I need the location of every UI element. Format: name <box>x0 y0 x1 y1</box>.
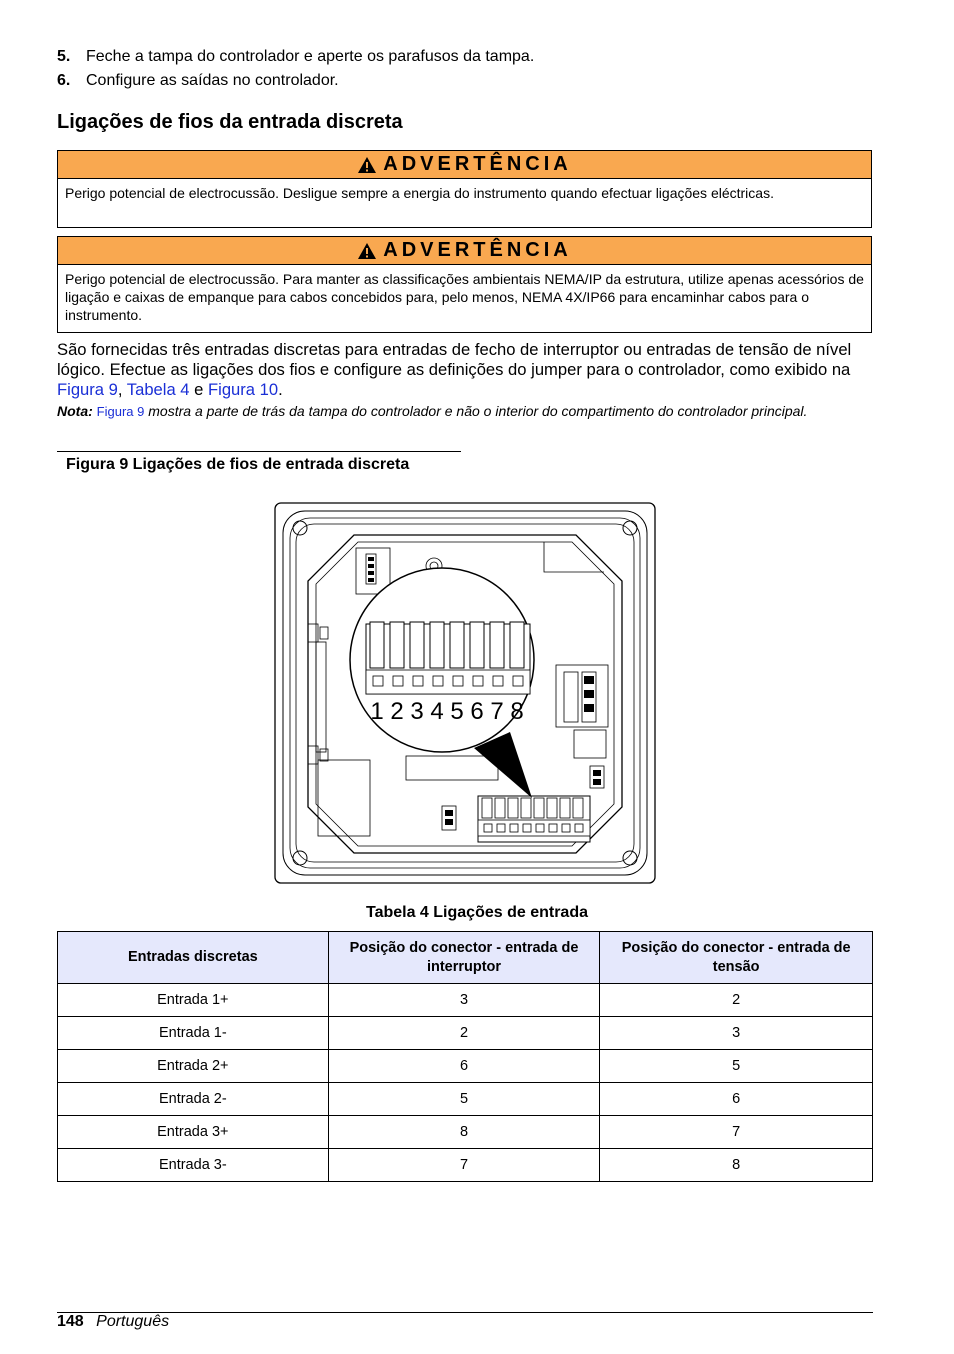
table-cell: Entrada 3+ <box>58 1116 329 1149</box>
section-title: Ligações de fios da entrada discreta <box>57 111 403 133</box>
warning-label: ADVERTÊNCIA <box>383 239 572 261</box>
table-cell: 6 <box>600 1083 873 1116</box>
table-caption: Tabela 4 Ligações de entrada <box>365 904 588 921</box>
table-cell: 5 <box>328 1083 600 1116</box>
step-number: 5. <box>57 48 71 65</box>
table-cell: Entrada 1+ <box>58 984 329 1017</box>
controller-wiring-diagram <box>274 502 657 885</box>
list-item <box>57 46 877 70</box>
figure-caption: Figura 9 Ligações de fios de entrada discreta <box>66 456 410 473</box>
note-text: mostra a parte de trás da tampa do controlador e não o interior do compartimento do controlador principal. <box>144 403 808 419</box>
terminal-number: 1 <box>370 698 384 725</box>
step-text: Feche a tampa do controlador e aperte os parafusos da tampa. <box>86 48 535 65</box>
warning-label: ADVERTÊNCIA <box>383 153 572 175</box>
table-header-row <box>58 932 873 984</box>
column-header: Entradas discretas <box>58 932 329 984</box>
warning-text: Perigo potencial de electrocussão. Desligue sempre a energia do instrumento quando efectuar ligações eléctricas. <box>65 185 774 201</box>
table-cell: 3 <box>600 1017 873 1050</box>
body-paragraph <box>57 340 877 400</box>
terminal-number: 5 <box>450 698 464 725</box>
step-text: Configure as saídas no controlador. <box>86 72 339 89</box>
page-number: 148 <box>57 1313 84 1330</box>
figure-10-link[interactable]: Figura 10 <box>208 380 279 399</box>
table-cell: 3 <box>328 984 600 1017</box>
table-cell: 7 <box>328 1149 600 1182</box>
body-text: São fornecidas três entradas discretas para entradas de fecho de interruptor ou entradas de tensão de nível lógico. Efectue as ligações dos fios e configure as definições do jumper para o controlador, como exibido na <box>57 340 852 379</box>
step-number: 6. <box>57 72 71 89</box>
column-header: Posição do conector - entrada de tensão <box>600 932 873 984</box>
warning-box <box>57 150 872 228</box>
footer-language: Português <box>96 1313 170 1330</box>
table-cell: 2 <box>328 1017 600 1050</box>
note-label: Nota: <box>57 403 93 419</box>
table-cell: 5 <box>600 1050 873 1083</box>
table-row <box>58 1050 873 1083</box>
table-cell: 6 <box>328 1050 600 1083</box>
table-row <box>58 1017 873 1050</box>
terminal-number: 7 <box>490 698 504 725</box>
table-row <box>58 1116 873 1149</box>
warning-triangle-icon <box>357 156 377 174</box>
terminal-number: 2 <box>390 698 404 725</box>
body-end: . <box>278 380 283 399</box>
table-cell: Entrada 2+ <box>58 1050 329 1083</box>
table-cell: Entrada 3- <box>58 1149 329 1182</box>
list-item <box>57 70 877 94</box>
column-header: Posição do conector - entrada de interruptor <box>328 932 600 984</box>
table-cell: 7 <box>600 1116 873 1149</box>
table-row <box>58 1149 873 1182</box>
warning-header <box>58 151 871 179</box>
page-footer <box>57 1313 169 1331</box>
warning-triangle-icon <box>357 242 377 260</box>
terminal-number: 4 <box>430 698 444 725</box>
terminal-number: 6 <box>470 698 484 725</box>
table-cell: 8 <box>328 1116 600 1149</box>
table-cell: Entrada 1- <box>58 1017 329 1050</box>
input-connections-table <box>57 931 873 1182</box>
terminal-number: 8 <box>510 698 524 725</box>
note-figure-link[interactable]: Figura 9 <box>96 404 145 419</box>
table-4-link[interactable]: Tabela 4 <box>126 380 190 399</box>
step-list <box>57 46 877 94</box>
table-row <box>58 984 873 1017</box>
terminal-number: 3 <box>410 698 424 725</box>
table-cell: 2 <box>600 984 873 1017</box>
table-row <box>58 1083 873 1116</box>
body-separator: , <box>117 380 127 399</box>
body-separator: e <box>189 380 208 399</box>
warning-box <box>57 236 872 333</box>
table-cell: Entrada 2- <box>58 1083 329 1116</box>
figure-rule <box>57 451 461 452</box>
note <box>57 402 877 421</box>
footer-rule <box>57 1312 873 1313</box>
table-cell: 8 <box>600 1149 873 1182</box>
figure-9-link[interactable]: Figura 9 <box>57 380 118 399</box>
warning-header <box>58 237 871 265</box>
warning-text: Perigo potencial de electrocussão. Para manter as classificações ambientais NEMA/IP da estrutura, utilize apenas acessórios de ligação e caixas de empanque para cabos concebidos para, pelo menos, NEMA 4X/IP66 para encaminhar cabos para o instrumento. <box>65 271 864 323</box>
